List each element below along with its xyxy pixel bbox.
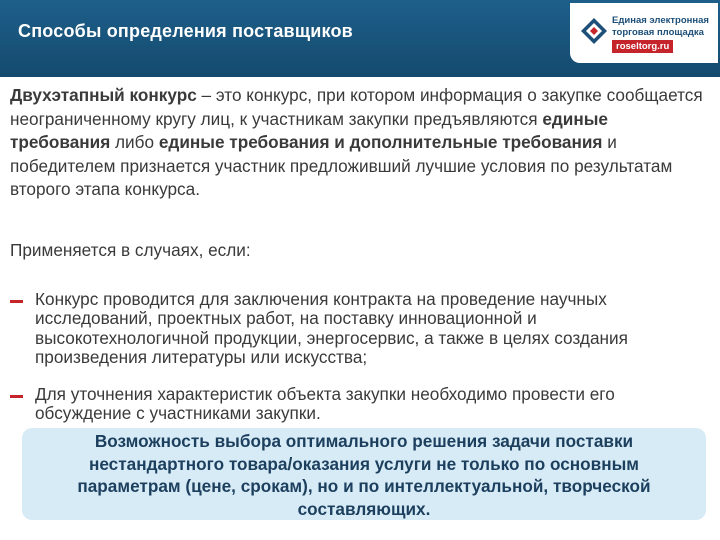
definition-paragraph xyxy=(10,84,710,202)
bullet-text: Конкурс проводится для заключения контракта на проведение научных исследований, проектных работ, на поставку инновационной и высокотехнологичной продукции, энергосервис, а также в целях создания произведения литературы или искусства; xyxy=(35,289,628,368)
definition-term: Двухэтапный конкурс xyxy=(10,85,197,105)
callout-text: Возможность выбора оптимального решения задачи поставки нестандартного товара/оказания услуги не только по основным параметрам (цене, срокам), но и по интеллектуальной, творческой составляющих. xyxy=(77,431,651,519)
page-title: Способы определения поставщиков xyxy=(18,21,353,41)
definition-end: и победителем признается участник предложивший лучшие условия по результатам второго этапа конкурса. xyxy=(10,132,673,200)
roseltorg-logo xyxy=(570,3,718,63)
highlight-callout xyxy=(22,428,706,520)
definition-bold-requirements: единые требования xyxy=(10,108,608,153)
definition-bold-additional: единые требования и дополнительные требования xyxy=(158,132,603,153)
bullet-text: Для уточнения характеристик объекта закупки необходимо провести его обсуждение с участниками закупки. xyxy=(35,384,615,424)
bullet-marker-icon xyxy=(10,300,23,303)
definition-connector: либо xyxy=(110,132,159,153)
definition-intro: – это конкурс, при котором информация о закупке сообщается неограниченному кругу лиц, к участникам закупки предъявляются xyxy=(10,85,703,129)
bullet-marker-icon xyxy=(10,395,23,398)
logo-emblem-icon xyxy=(580,17,608,45)
slide-header xyxy=(0,0,720,77)
logo-url: roseltorg.ru xyxy=(612,40,673,53)
logo-text-line1: Единая электронная xyxy=(612,15,709,26)
logo-text-line2: торговая площадка xyxy=(612,27,704,38)
applies-label: Применяется в случаях, если: xyxy=(10,240,251,260)
